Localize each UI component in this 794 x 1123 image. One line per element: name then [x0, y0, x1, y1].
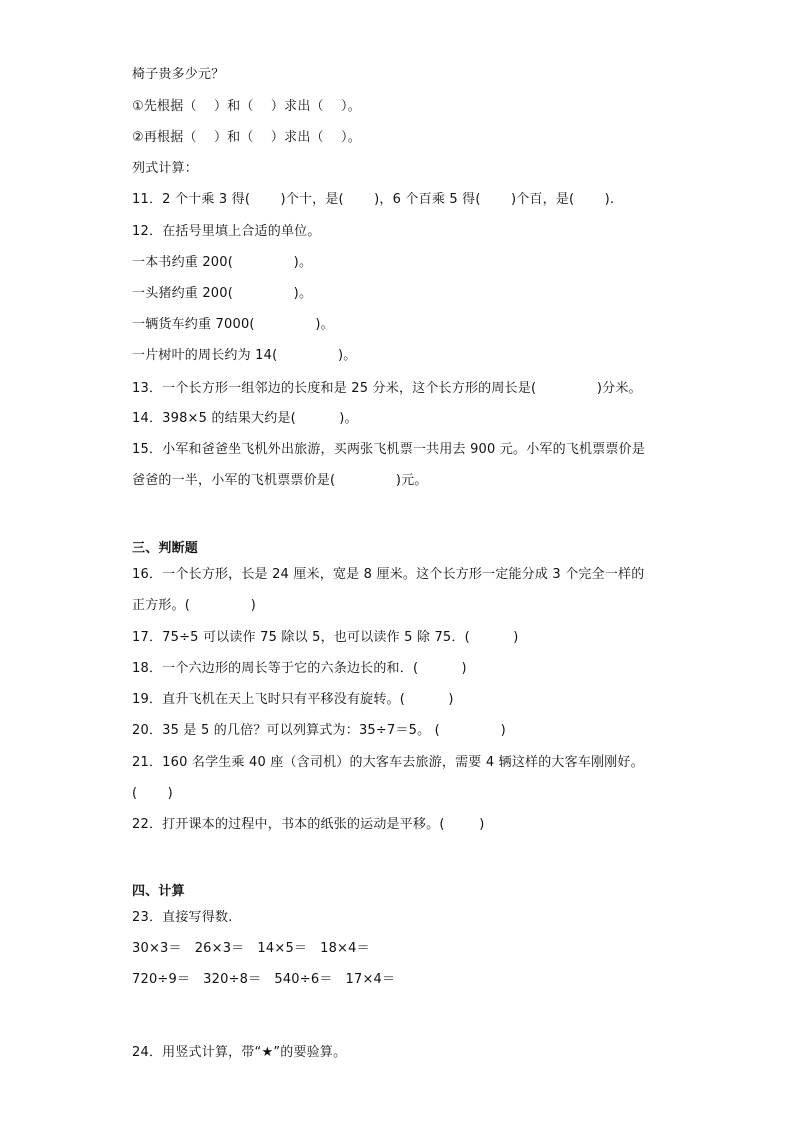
question-12: 12．在括号里填上合适的单位。: [132, 224, 321, 239]
text-line: 一本书约重 200( )。: [132, 255, 313, 270]
question-18: 18．一个六边形的周长等于它的六条边长的和．( ): [132, 661, 467, 676]
text-line: 一辆货车约重 7000( )。: [132, 317, 334, 332]
question-17: 17．75÷5 可以读作 75 除以 5，也可以读作 5 除 75．( ): [132, 630, 519, 645]
question-23: 23．直接写得数.: [132, 910, 233, 925]
text-line: 列式计算：: [132, 161, 199, 176]
text-line: 爸爸的一半，小军的飞机票票价是( )元。: [132, 473, 428, 488]
question-21: 21．160 名学生乘 40 座（含司机）的大客车去旅游，需要 4 辆这样的大客车刚刚好。: [132, 755, 644, 770]
question-13: 13．一个长方形一组邻边的长度和是 25 分米，这个长方形的周长是( )分米。: [132, 381, 642, 396]
question-16: 16．一个长方形，长是 24 厘米，宽是 8 厘米。这个长方形一定能分成 3 个完全一样的: [132, 567, 645, 582]
text-line: ( ): [132, 786, 173, 801]
question-11: 11．2 个十乘 3 得( )个十，是( )，6 个百乘 5 得( )个百，是( ).: [132, 192, 615, 207]
text-line: 一头猪约重 200( )。: [132, 286, 313, 301]
text-line: ②再根据（ ）和（ ）求出（ ）。: [132, 130, 361, 145]
question-19: 19．直升飞机在天上飞时只有平移没有旋转。( ): [132, 692, 454, 707]
calc-row: 720÷9＝ 320÷8＝ 540÷6＝ 17×4＝: [132, 972, 396, 987]
text-line: 一片树叶的周长约为 14( )。: [132, 348, 357, 363]
text-line: 正方形。( ): [132, 598, 256, 613]
question-22: 22．打开课本的过程中，书本的纸张的运动是平移。( ): [132, 817, 485, 832]
question-24: 24．用竖式计算，带“★”的要验算。: [132, 1045, 347, 1060]
question-14: 14．398×5 的结果大约是( )。: [132, 411, 358, 426]
question-20: 20．35 是 5 的几倍？可以列算式为：35÷7＝5。 ( ): [132, 723, 506, 738]
text-line: 椅子贵多少元？: [132, 67, 225, 82]
question-15: 15．小军和爸爸坐飞机外出旅游，买两张飞机票一共用去 900 元。小军的飞机票票价是: [132, 442, 646, 457]
calc-row: 30×3＝ 26×3＝ 14×5＝ 18×4＝: [132, 941, 370, 956]
section-heading-calculation: 四、计算: [132, 884, 185, 899]
text-line: ①先根据（ ）和（ ）求出（ ）。: [132, 99, 361, 114]
section-heading-judgement: 三、判断题: [132, 541, 199, 556]
